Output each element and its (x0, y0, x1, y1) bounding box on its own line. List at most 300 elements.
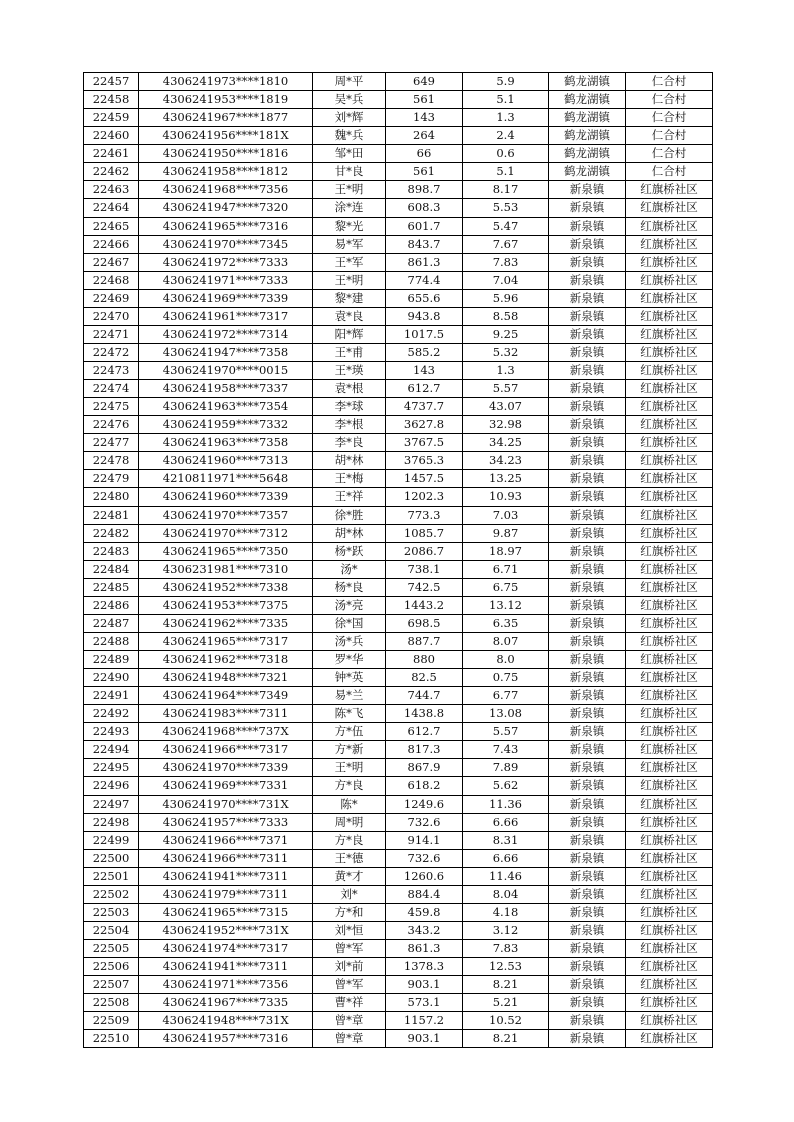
village-cell: 红旗桥社区 (626, 560, 713, 578)
name-cell: 曾*章 (313, 1012, 386, 1030)
village-cell: 红旗桥社区 (626, 867, 713, 885)
value-cell: 7.67 (463, 235, 549, 253)
amount-cell: 561 (386, 91, 463, 109)
name-cell: 王*甫 (313, 343, 386, 361)
amount-cell: 880 (386, 651, 463, 669)
town-cell: 新泉镇 (549, 289, 626, 307)
row-number-cell: 22484 (84, 560, 139, 578)
town-cell: 鹤龙湖镇 (549, 127, 626, 145)
value-cell: 6.71 (463, 560, 549, 578)
id-number-cell: 4306241960****7339 (139, 488, 313, 506)
name-cell: 李*根 (313, 416, 386, 434)
row-number-cell: 22465 (84, 217, 139, 235)
town-cell: 新泉镇 (549, 253, 626, 271)
amount-cell: 612.7 (386, 723, 463, 741)
table-row (84, 940, 713, 958)
amount-cell: 1260.6 (386, 867, 463, 885)
table-row (84, 560, 713, 578)
name-cell: 曾*章 (313, 1030, 386, 1048)
row-number-cell: 22488 (84, 632, 139, 650)
row-number-cell: 22479 (84, 470, 139, 488)
value-cell: 13.12 (463, 596, 549, 614)
table-row (84, 217, 713, 235)
value-cell: 11.36 (463, 795, 549, 813)
amount-cell: 887.7 (386, 632, 463, 650)
value-cell: 5.21 (463, 994, 549, 1012)
name-cell: 袁*良 (313, 307, 386, 325)
row-number-cell: 22486 (84, 596, 139, 614)
name-cell: 刘*前 (313, 958, 386, 976)
id-number-cell: 4306241974****7317 (139, 940, 313, 958)
town-cell: 鹤龙湖镇 (549, 73, 626, 91)
village-cell: 红旗桥社区 (626, 831, 713, 849)
town-cell: 新泉镇 (549, 343, 626, 361)
village-cell: 红旗桥社区 (626, 253, 713, 271)
name-cell: 刘*辉 (313, 109, 386, 127)
name-cell: 徐*胜 (313, 506, 386, 524)
town-cell: 新泉镇 (549, 994, 626, 1012)
name-cell: 阳*辉 (313, 325, 386, 343)
table-row (84, 325, 713, 343)
amount-cell: 903.1 (386, 1030, 463, 1048)
row-number-cell: 22496 (84, 777, 139, 795)
value-cell: 5.1 (463, 91, 549, 109)
value-cell: 10.93 (463, 488, 549, 506)
value-cell: 8.07 (463, 632, 549, 650)
id-number-cell: 4306241961****7317 (139, 307, 313, 325)
table-row (84, 253, 713, 271)
id-number-cell: 4306241971****7356 (139, 976, 313, 994)
id-number-cell: 4306241971****7333 (139, 271, 313, 289)
id-number-cell: 4306241969****7339 (139, 289, 313, 307)
value-cell: 5.53 (463, 199, 549, 217)
amount-cell: 601.7 (386, 217, 463, 235)
name-cell: 黄*才 (313, 867, 386, 885)
village-cell: 红旗桥社区 (626, 976, 713, 994)
row-number-cell: 22464 (84, 199, 139, 217)
village-cell: 红旗桥社区 (626, 813, 713, 831)
table-row (84, 1030, 713, 1048)
value-cell: 4.18 (463, 903, 549, 921)
table-row (84, 362, 713, 380)
id-number-cell: 4306241967****7335 (139, 994, 313, 1012)
table-row (84, 723, 713, 741)
id-number-cell: 4306241962****7335 (139, 614, 313, 632)
town-cell: 新泉镇 (549, 271, 626, 289)
id-number-cell: 4306241953****7375 (139, 596, 313, 614)
value-cell: 0.75 (463, 669, 549, 687)
row-number-cell: 22487 (84, 614, 139, 632)
id-number-cell: 4306241965****7350 (139, 542, 313, 560)
row-number-cell: 22503 (84, 903, 139, 921)
value-cell: 8.21 (463, 976, 549, 994)
village-cell: 红旗桥社区 (626, 1012, 713, 1030)
id-number-cell: 4306241966****7371 (139, 831, 313, 849)
value-cell: 7.43 (463, 741, 549, 759)
row-number-cell: 22504 (84, 921, 139, 939)
village-cell: 红旗桥社区 (626, 687, 713, 705)
town-cell: 新泉镇 (549, 578, 626, 596)
name-cell: 王*祥 (313, 488, 386, 506)
id-number-cell: 4306241973****1810 (139, 73, 313, 91)
town-cell: 新泉镇 (549, 596, 626, 614)
id-number-cell: 4306241948****7321 (139, 669, 313, 687)
row-number-cell: 22508 (84, 994, 139, 1012)
amount-cell: 608.3 (386, 199, 463, 217)
id-number-cell: 4306241958****1812 (139, 163, 313, 181)
town-cell: 新泉镇 (549, 958, 626, 976)
amount-cell: 898.7 (386, 181, 463, 199)
row-number-cell: 22457 (84, 73, 139, 91)
table-row (84, 271, 713, 289)
amount-cell: 903.1 (386, 976, 463, 994)
table-row (84, 163, 713, 181)
amount-cell: 1202.3 (386, 488, 463, 506)
id-number-cell: 4306241979****7311 (139, 885, 313, 903)
name-cell: 杨*良 (313, 578, 386, 596)
town-cell: 新泉镇 (549, 1030, 626, 1048)
village-cell: 红旗桥社区 (626, 416, 713, 434)
town-cell: 新泉镇 (549, 867, 626, 885)
village-cell: 红旗桥社区 (626, 1030, 713, 1048)
town-cell: 新泉镇 (549, 976, 626, 994)
row-number-cell: 22482 (84, 524, 139, 542)
id-number-cell: 4306241970****7339 (139, 759, 313, 777)
village-cell: 红旗桥社区 (626, 470, 713, 488)
amount-cell: 612.7 (386, 380, 463, 398)
village-cell: 红旗桥社区 (626, 759, 713, 777)
town-cell: 新泉镇 (549, 614, 626, 632)
village-cell: 红旗桥社区 (626, 795, 713, 813)
records-table (83, 72, 713, 1048)
village-cell: 红旗桥社区 (626, 777, 713, 795)
row-number-cell: 22463 (84, 181, 139, 199)
value-cell: 5.32 (463, 343, 549, 361)
amount-cell: 861.3 (386, 253, 463, 271)
value-cell: 0.6 (463, 145, 549, 163)
town-cell: 新泉镇 (549, 217, 626, 235)
table-row (84, 307, 713, 325)
table-row (84, 289, 713, 307)
village-cell: 红旗桥社区 (626, 452, 713, 470)
village-cell: 红旗桥社区 (626, 903, 713, 921)
value-cell: 43.07 (463, 398, 549, 416)
id-number-cell: 4306241941****7311 (139, 958, 313, 976)
table-row (84, 867, 713, 885)
id-number-cell: 4306241952****7338 (139, 578, 313, 596)
village-cell: 红旗桥社区 (626, 723, 713, 741)
row-number-cell: 22491 (84, 687, 139, 705)
name-cell: 钟*英 (313, 669, 386, 687)
table-row (84, 958, 713, 976)
amount-cell: 82.5 (386, 669, 463, 687)
town-cell: 新泉镇 (549, 542, 626, 560)
id-number-cell: 4306241972****7314 (139, 325, 313, 343)
name-cell: 易*兰 (313, 687, 386, 705)
value-cell: 2.4 (463, 127, 549, 145)
amount-cell: 585.2 (386, 343, 463, 361)
row-number-cell: 22470 (84, 307, 139, 325)
amount-cell: 732.6 (386, 813, 463, 831)
id-number-cell: 4306241964****7349 (139, 687, 313, 705)
name-cell: 胡*林 (313, 452, 386, 470)
amount-cell: 143 (386, 362, 463, 380)
value-cell: 9.25 (463, 325, 549, 343)
id-number-cell: 4306241966****7317 (139, 741, 313, 759)
village-cell: 红旗桥社区 (626, 542, 713, 560)
name-cell: 胡*林 (313, 524, 386, 542)
town-cell: 鹤龙湖镇 (549, 109, 626, 127)
town-cell: 新泉镇 (549, 777, 626, 795)
value-cell: 6.75 (463, 578, 549, 596)
amount-cell: 817.3 (386, 741, 463, 759)
id-number-cell: 4306241968****7356 (139, 181, 313, 199)
id-number-cell: 4210811971****5648 (139, 470, 313, 488)
town-cell: 新泉镇 (549, 687, 626, 705)
row-number-cell: 22497 (84, 795, 139, 813)
name-cell: 李*球 (313, 398, 386, 416)
value-cell: 12.53 (463, 958, 549, 976)
id-number-cell: 4306241983****7311 (139, 705, 313, 723)
row-number-cell: 22485 (84, 578, 139, 596)
name-cell: 邹*田 (313, 145, 386, 163)
id-number-cell: 4306241966****7311 (139, 849, 313, 867)
table-row (84, 199, 713, 217)
row-number-cell: 22499 (84, 831, 139, 849)
table-row (84, 524, 713, 542)
name-cell: 王*明 (313, 181, 386, 199)
name-cell: 方*良 (313, 831, 386, 849)
town-cell: 新泉镇 (549, 741, 626, 759)
village-cell: 红旗桥社区 (626, 651, 713, 669)
name-cell: 王*德 (313, 849, 386, 867)
town-cell: 新泉镇 (549, 524, 626, 542)
amount-cell: 1017.5 (386, 325, 463, 343)
table-row (84, 1012, 713, 1030)
village-cell: 红旗桥社区 (626, 669, 713, 687)
name-cell: 甘*良 (313, 163, 386, 181)
village-cell: 红旗桥社区 (626, 940, 713, 958)
name-cell: 杨*跃 (313, 542, 386, 560)
table-row (84, 687, 713, 705)
value-cell: 5.57 (463, 380, 549, 398)
value-cell: 10.52 (463, 1012, 549, 1030)
table-row (84, 578, 713, 596)
name-cell: 易*军 (313, 235, 386, 253)
table-row (84, 416, 713, 434)
id-number-cell: 4306241959****7332 (139, 416, 313, 434)
value-cell: 18.97 (463, 542, 549, 560)
town-cell: 新泉镇 (549, 398, 626, 416)
village-cell: 红旗桥社区 (626, 362, 713, 380)
town-cell: 新泉镇 (549, 723, 626, 741)
table-row (84, 813, 713, 831)
amount-cell: 943.8 (386, 307, 463, 325)
table-row (84, 127, 713, 145)
amount-cell: 1438.8 (386, 705, 463, 723)
village-cell: 红旗桥社区 (626, 705, 713, 723)
row-number-cell: 22467 (84, 253, 139, 271)
amount-cell: 884.4 (386, 885, 463, 903)
village-cell: 红旗桥社区 (626, 217, 713, 235)
village-cell: 红旗桥社区 (626, 325, 713, 343)
amount-cell: 3767.5 (386, 434, 463, 452)
table-row (84, 380, 713, 398)
row-number-cell: 22495 (84, 759, 139, 777)
village-cell: 红旗桥社区 (626, 524, 713, 542)
value-cell: 3.12 (463, 921, 549, 939)
town-cell: 新泉镇 (549, 380, 626, 398)
table-row (84, 795, 713, 813)
value-cell: 13.08 (463, 705, 549, 723)
table-row (84, 343, 713, 361)
amount-cell: 1457.5 (386, 470, 463, 488)
name-cell: 陈* (313, 795, 386, 813)
table-row (84, 614, 713, 632)
name-cell: 罗*华 (313, 651, 386, 669)
row-number-cell: 22494 (84, 741, 139, 759)
village-cell: 红旗桥社区 (626, 181, 713, 199)
id-number-cell: 4306241965****7317 (139, 632, 313, 650)
id-number-cell: 4306241967****1877 (139, 109, 313, 127)
table-row (84, 849, 713, 867)
amount-cell: 738.1 (386, 560, 463, 578)
name-cell: 曾*军 (313, 940, 386, 958)
value-cell: 7.04 (463, 271, 549, 289)
name-cell: 王*瑛 (313, 362, 386, 380)
town-cell: 新泉镇 (549, 940, 626, 958)
value-cell: 7.03 (463, 506, 549, 524)
table-row (84, 921, 713, 939)
name-cell: 王*军 (313, 253, 386, 271)
amount-cell: 343.2 (386, 921, 463, 939)
amount-cell: 649 (386, 73, 463, 91)
id-number-cell: 4306241970****0015 (139, 362, 313, 380)
town-cell: 新泉镇 (549, 488, 626, 506)
town-cell: 新泉镇 (549, 325, 626, 343)
row-number-cell: 22505 (84, 940, 139, 958)
id-number-cell: 4306241957****7316 (139, 1030, 313, 1048)
amount-cell: 618.2 (386, 777, 463, 795)
amount-cell: 742.5 (386, 578, 463, 596)
table-row (84, 705, 713, 723)
table-row (84, 741, 713, 759)
town-cell: 新泉镇 (549, 452, 626, 470)
village-cell: 红旗桥社区 (626, 885, 713, 903)
row-number-cell: 22502 (84, 885, 139, 903)
town-cell: 新泉镇 (549, 416, 626, 434)
name-cell: 涂*连 (313, 199, 386, 217)
table-row (84, 452, 713, 470)
row-number-cell: 22509 (84, 1012, 139, 1030)
village-cell: 仁合村 (626, 73, 713, 91)
value-cell: 8.21 (463, 1030, 549, 1048)
amount-cell: 66 (386, 145, 463, 163)
town-cell: 新泉镇 (549, 560, 626, 578)
name-cell: 徐*国 (313, 614, 386, 632)
row-number-cell: 22476 (84, 416, 139, 434)
id-number-cell: 4306241953****1819 (139, 91, 313, 109)
value-cell: 5.96 (463, 289, 549, 307)
table-row (84, 145, 713, 163)
name-cell: 周*明 (313, 813, 386, 831)
town-cell: 新泉镇 (549, 1012, 626, 1030)
value-cell: 5.62 (463, 777, 549, 795)
town-cell: 新泉镇 (549, 831, 626, 849)
amount-cell: 1378.3 (386, 958, 463, 976)
value-cell: 34.23 (463, 452, 549, 470)
name-cell: 李*良 (313, 434, 386, 452)
village-cell: 红旗桥社区 (626, 958, 713, 976)
id-number-cell: 4306241972****7333 (139, 253, 313, 271)
row-number-cell: 22490 (84, 669, 139, 687)
name-cell: 方*新 (313, 741, 386, 759)
table-row (84, 181, 713, 199)
row-number-cell: 22481 (84, 506, 139, 524)
amount-cell: 861.3 (386, 940, 463, 958)
row-number-cell: 22500 (84, 849, 139, 867)
village-cell: 红旗桥社区 (626, 343, 713, 361)
table-row (84, 398, 713, 416)
table-row (84, 831, 713, 849)
value-cell: 8.17 (463, 181, 549, 199)
value-cell: 1.3 (463, 362, 549, 380)
row-number-cell: 22498 (84, 813, 139, 831)
village-cell: 仁合村 (626, 91, 713, 109)
amount-cell: 1085.7 (386, 524, 463, 542)
value-cell: 34.25 (463, 434, 549, 452)
id-number-cell: 4306231981****7310 (139, 560, 313, 578)
name-cell: 魏*兵 (313, 127, 386, 145)
value-cell: 5.47 (463, 217, 549, 235)
amount-cell: 732.6 (386, 849, 463, 867)
id-number-cell: 4306241962****7318 (139, 651, 313, 669)
village-cell: 红旗桥社区 (626, 578, 713, 596)
amount-cell: 143 (386, 109, 463, 127)
amount-cell: 843.7 (386, 235, 463, 253)
name-cell: 汤*兵 (313, 632, 386, 650)
amount-cell: 2086.7 (386, 542, 463, 560)
name-cell: 曾*军 (313, 976, 386, 994)
town-cell: 新泉镇 (549, 235, 626, 253)
village-cell: 红旗桥社区 (626, 921, 713, 939)
id-number-cell: 4306241941****7311 (139, 867, 313, 885)
town-cell: 新泉镇 (549, 506, 626, 524)
village-cell: 红旗桥社区 (626, 488, 713, 506)
value-cell: 32.98 (463, 416, 549, 434)
name-cell: 王*明 (313, 271, 386, 289)
value-cell: 5.9 (463, 73, 549, 91)
village-cell: 红旗桥社区 (626, 289, 713, 307)
id-number-cell: 4306241965****7316 (139, 217, 313, 235)
amount-cell: 698.5 (386, 614, 463, 632)
amount-cell: 744.7 (386, 687, 463, 705)
town-cell: 新泉镇 (549, 669, 626, 687)
value-cell: 6.77 (463, 687, 549, 705)
village-cell: 红旗桥社区 (626, 271, 713, 289)
village-cell: 红旗桥社区 (626, 632, 713, 650)
village-cell: 红旗桥社区 (626, 307, 713, 325)
row-number-cell: 22474 (84, 380, 139, 398)
id-number-cell: 4306241970****7312 (139, 524, 313, 542)
value-cell: 6.66 (463, 849, 549, 867)
village-cell: 红旗桥社区 (626, 199, 713, 217)
value-cell: 7.89 (463, 759, 549, 777)
village-cell: 红旗桥社区 (626, 614, 713, 632)
id-number-cell: 4306241970****731X (139, 795, 313, 813)
table-row (84, 885, 713, 903)
row-number-cell: 22477 (84, 434, 139, 452)
